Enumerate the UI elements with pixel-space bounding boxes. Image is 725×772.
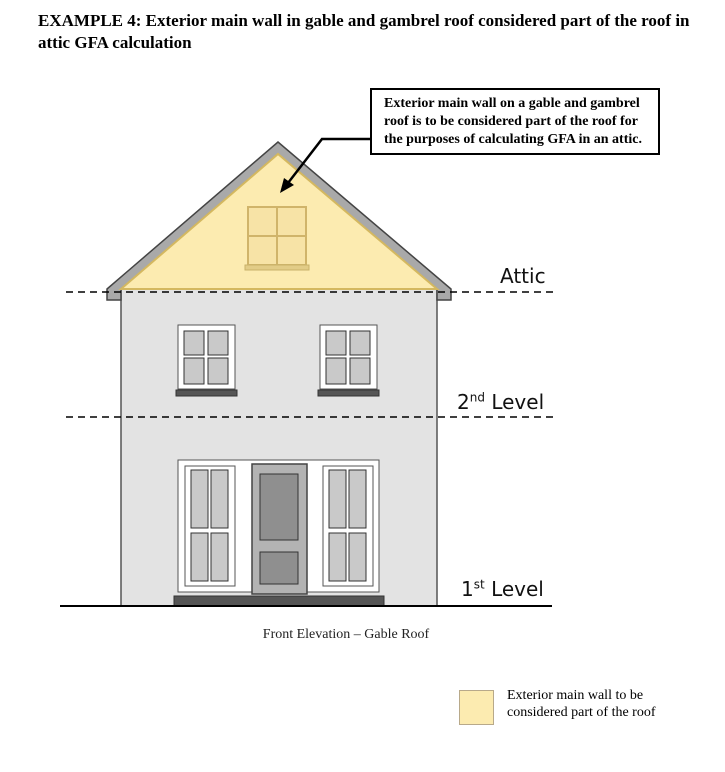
callout-box: Exterior main wall on a gable and gambrel roof is to be considered part of the roof for the purposes of calculating GFA in an attic. (370, 88, 660, 155)
legend-swatch (459, 690, 494, 725)
legend-label: Exterior main wall to be considered part of the roof (507, 688, 656, 720)
second-level-label (457, 390, 544, 414)
second-level-word: Level (491, 390, 545, 414)
first-level-word: Level (491, 577, 544, 601)
attic-window (245, 207, 309, 270)
figure-caption: Front Elevation – Gable Roof (262, 627, 430, 642)
front-door (252, 464, 307, 594)
page-title: EXAMPLE 4: Exterior main wall in gable and gambrel roof considered part of the roof in attic GFA calculation (38, 11, 690, 52)
upper-right-window (318, 325, 379, 396)
attic-level-label: Attic (500, 264, 546, 288)
second-level-suffix: nd (469, 390, 485, 405)
first-level-number: 1 (461, 577, 474, 601)
first-level-suffix: st (473, 577, 485, 592)
left-sidelight (185, 466, 235, 586)
first-level-label (461, 577, 544, 601)
front-step (174, 596, 384, 606)
upper-left-window (176, 325, 237, 396)
second-level-number: 2 (457, 390, 470, 414)
right-sidelight (323, 466, 373, 586)
